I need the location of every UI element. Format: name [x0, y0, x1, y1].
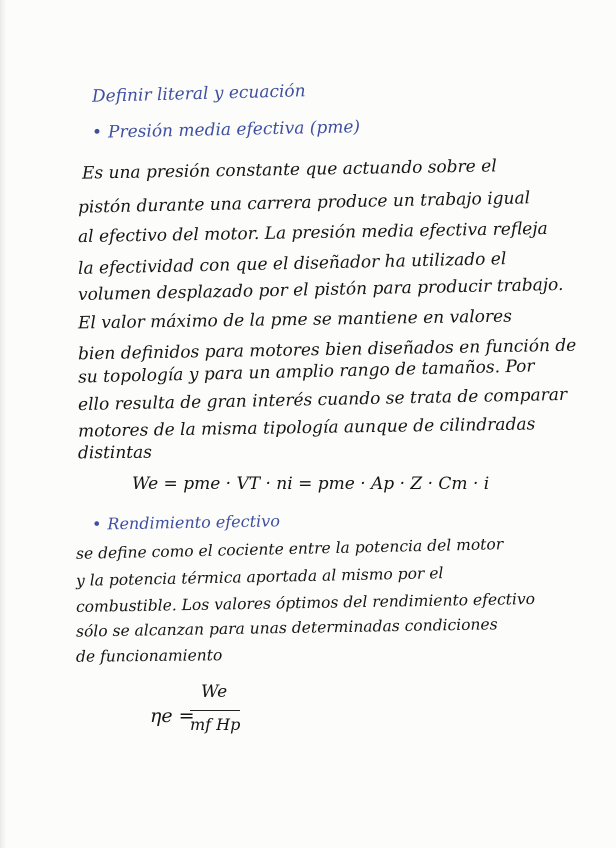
section-2-line: combustible. Los valores óptimos del rendimiento efectivo: [75, 589, 536, 617]
section-2-line: y la potencia térmica aportada al mismo por el: [75, 564, 444, 590]
section-2-line: se define como el cociente entre la potencia del motor: [75, 535, 504, 563]
section-1-line: su topología y para un amplio rango de tamaños. Por: [77, 356, 535, 388]
section-1-line: motores de la misma tipología aunque de cilindradas: [77, 414, 536, 442]
section-1-line: ello resulta de gran interés cuando se trata de comparar: [77, 384, 568, 416]
section-1-line: la efectividad con que el diseñador ha utilizado el: [77, 249, 507, 279]
section-1-title: [92, 117, 360, 143]
efficiency-lhs: ηe =: [150, 705, 195, 727]
section-2-line: sólo se alcanzan para unas determinadas condiciones: [75, 615, 498, 641]
section-1-title-text: Presión media efectiva (pme): [107, 117, 361, 143]
section-2-title-text: Rendimiento efectivo: [107, 511, 281, 534]
bullet-icon: •: [91, 514, 102, 534]
bullet-icon: •: [91, 122, 103, 143]
fraction-bar: [190, 710, 240, 711]
efficiency-denominator: mf Hp: [190, 715, 241, 734]
page-heading: Definir literal y ecuación: [91, 81, 306, 107]
section-1-line: al efectivo del motor. La presión media efectiva refleja: [77, 218, 548, 248]
section-2-title: [92, 511, 280, 533]
section-2-line: de funcionamiento: [75, 646, 223, 666]
page-edge-shadow: [0, 0, 6, 848]
section-1-line: volumen desplazado por el pistón para producir trabajo.: [77, 274, 564, 306]
section-1-line: pistón durante una carrera produce un trabajo igual: [77, 188, 531, 218]
section-1-line: distintas: [77, 442, 153, 464]
efficiency-numerator: We: [201, 682, 228, 702]
section-1-line: bien definidos para motores bien diseñados en función de: [77, 335, 577, 365]
pme-equation: We = pme · VT · ni = pme · Ap · Z · Cm · i: [132, 474, 490, 494]
section-1-line: El valor máximo de la pme se mantiene en valores: [77, 306, 513, 334]
section-1-line: Es una presión constante que actuando sobre el: [81, 156, 497, 184]
